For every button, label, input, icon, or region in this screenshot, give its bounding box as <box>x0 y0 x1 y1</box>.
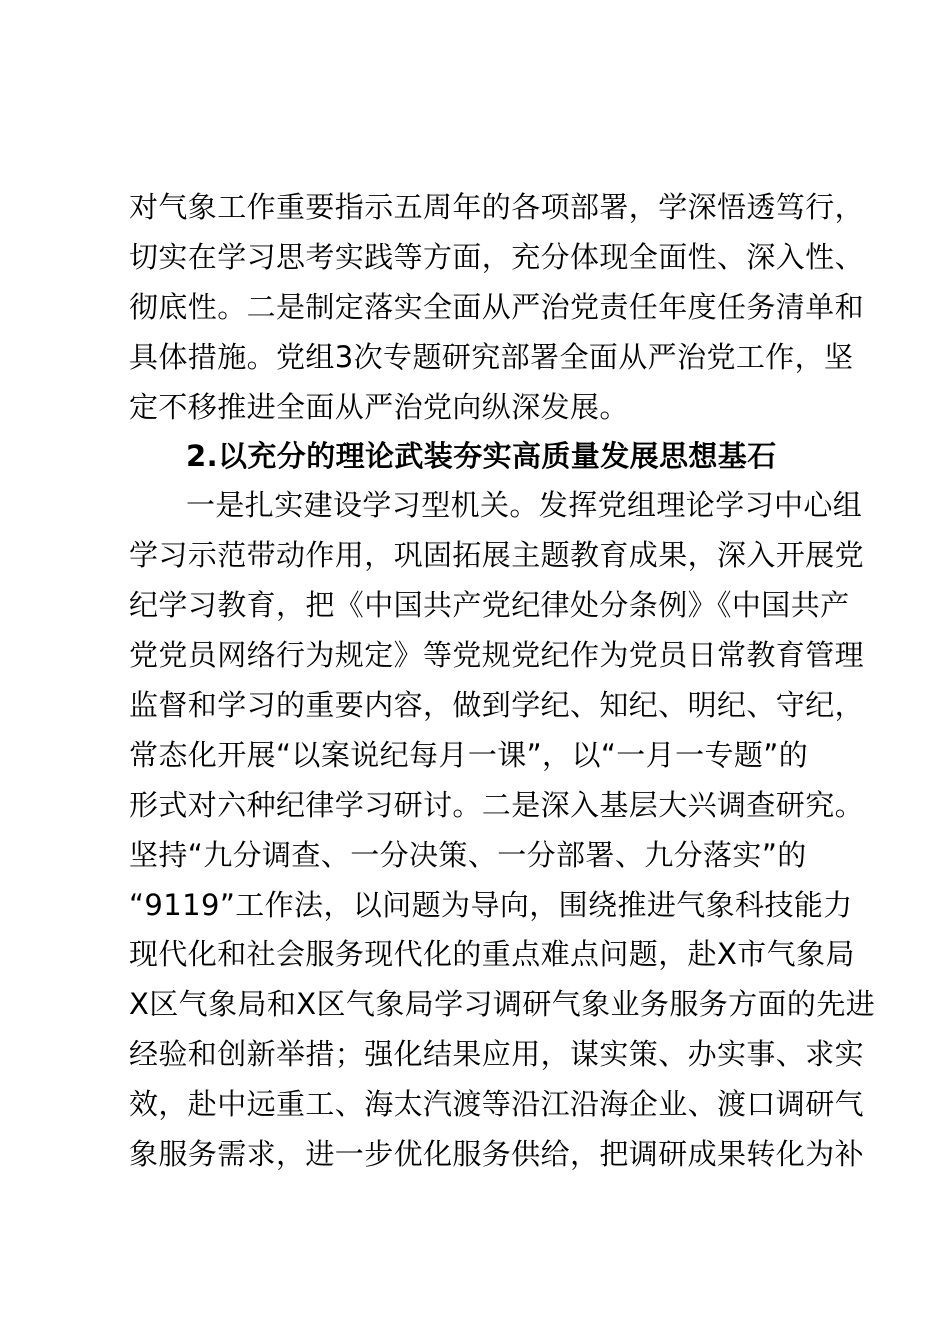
body-text-line: 对气象工作重要指示五周年的各项部署，学深悟透笃行， <box>129 190 865 224</box>
body-text-line: 纪学习教育，把《中国共产党纪律处分条例》《中国共产 <box>129 588 850 622</box>
body-text-line: 形式对六种纪律学习研讨。二是深入基层大兴调查研究。 <box>129 788 865 822</box>
body-text-line: 经验和创新举措；强化结果应用，谋实策、办实事、求实 <box>129 1037 865 1071</box>
body-text-line: 坚持“九分调查、一分决策、一分部署、九分落实”的 <box>129 838 807 872</box>
body-text-line: 切实在学习思考实践等方面，充分体现全面性、深入性、 <box>129 240 865 274</box>
paragraph-first-line: 一是扎实建设学习型机关。发挥党组理论学习中心组 <box>186 488 863 522</box>
body-text-line: “9119”工作法，以问题为导向，围绕推进气象科技能力 <box>129 888 853 922</box>
body-text-line: 监督和学习的重要内容，做到学纪、知纪、明纪、守纪， <box>129 688 865 722</box>
section-heading: 2.以充分的理论武装夯实高质量发展思想基石 <box>186 439 777 473</box>
body-text-line: 定不移推进全面从严治党向纵深发展。 <box>129 390 629 424</box>
body-text-line: 彻底性。二是制定落实全面从严治党责任年度任务清单和 <box>129 290 865 324</box>
body-text-line: 现代化和社会服务现代化的重点难点问题，赴X市气象局 <box>129 937 855 971</box>
body-text-line: 效，赴中远重工、海太汽渡等沿江沿海企业、渡口调研气 <box>129 1087 865 1121</box>
body-text-line: 党党员网络行为规定》等党规党纪作为党员日常教育管理 <box>129 638 865 672</box>
body-text-line: 象服务需求，进一步优化服务供给，把调研成果转化为补 <box>129 1137 865 1171</box>
body-text-line: X区气象局和X区气象局学习调研气象业务服务方面的先进 <box>129 987 876 1021</box>
body-text-line: 具体措施。党组3次专题研究部署全面从严治党工作，坚 <box>129 340 854 374</box>
body-text-line: 学习示范带动作用，巩固拓展主题教育成果，深入开展党 <box>129 538 865 572</box>
body-text-line: 常态化开展“以案说纪每月一课”，以“一月一专题”的 <box>129 738 809 772</box>
